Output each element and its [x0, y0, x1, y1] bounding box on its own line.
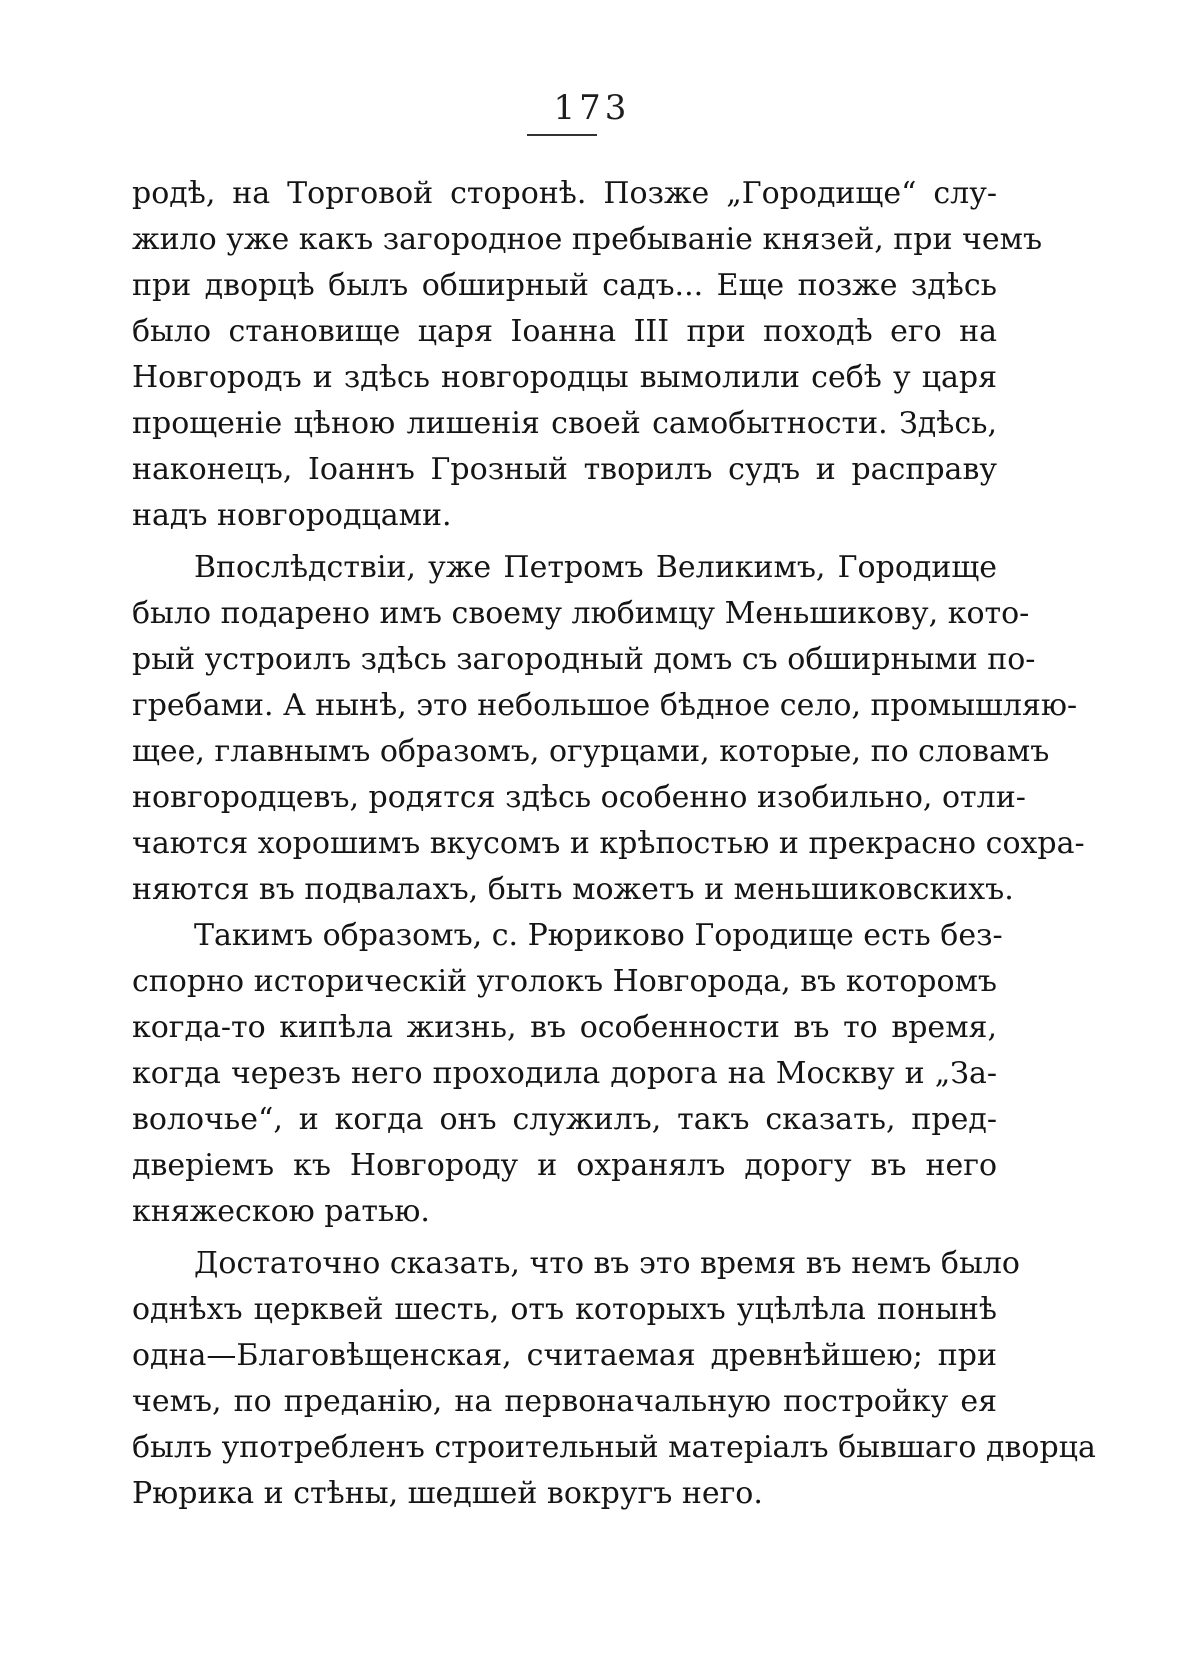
text-line: новгородцевъ, родятся здѣсь особенно изобильно, отли-	[132, 780, 1026, 815]
text-line: Такимъ образомъ, с. Рюриково Городище есть без-	[194, 918, 1003, 953]
text-line: было подарено имъ своему любимцу Меньшикову, кото-	[132, 596, 1030, 631]
text-line: родѣ, на Торговой сторонѣ. Позже „Городище“ слу-	[132, 176, 997, 211]
paragraph-3	[132, 913, 1003, 1235]
text-line: чаются хорошимъ вкусомъ и крѣпостью и прекрасно сохра-	[132, 826, 1085, 861]
text-line: чемъ, по преданію, на первоначальную постройку ея	[132, 1384, 997, 1419]
text-line: надъ новгородцами.	[132, 498, 452, 533]
text-line: одна—Благовѣщенская, считаемая древнѣйшею; при	[132, 1338, 997, 1373]
text-line: Достаточно сказать, что въ это время въ немъ было	[194, 1246, 1020, 1281]
text-line: однѣхъ церквей шесть, отъ которыхъ уцѣлѣла понынѣ	[132, 1292, 997, 1327]
page-number: 173	[553, 88, 631, 128]
text-line: при дворцѣ былъ обширный садъ... Еще позже здѣсь	[132, 268, 997, 303]
text-line: няются въ подвалахъ, быть можетъ и меньшиковскихъ.	[132, 872, 1014, 907]
text-line: когда черезъ него проходила дорога на Москву и „За-	[132, 1056, 997, 1091]
text-line: прощеніе цѣною лишенія своей самобытности. Здѣсь,	[132, 406, 997, 441]
paragraph-4	[132, 1241, 1096, 1517]
text-line: Рюрика и стѣны, шедшей вокругъ него.	[132, 1476, 763, 1511]
text-line: рый устроилъ здѣсь загородный домъ съ обширными по-	[132, 642, 1036, 677]
text-line: было становище царя Іоанна III при походѣ его на	[132, 314, 997, 349]
text-line: дверіемъ къ Новгороду и охранялъ дорогу въ него	[132, 1148, 997, 1183]
paragraph-2	[132, 545, 1085, 913]
text-line: жило уже какъ загородное пребываніе князей, при чемъ	[132, 222, 1043, 257]
text-line: спорно историческій уголокъ Новгорода, въ которомъ	[132, 964, 997, 999]
page-header	[0, 88, 1184, 128]
text-line: княжескою ратью.	[132, 1194, 430, 1229]
header-rule	[527, 134, 597, 136]
text-line: когда-то кипѣла жизнь, въ особенности въ то время,	[132, 1010, 997, 1045]
text-line: Новгородъ и здѣсь новгородцы вымолили себѣ у царя	[132, 360, 997, 395]
text-line: волочье“, и когда онъ служилъ, такъ сказать, пред-	[132, 1102, 997, 1137]
body-text	[132, 171, 1096, 1517]
text-line: наконецъ, Іоаннъ Грозный творилъ судъ и расправу	[132, 452, 997, 487]
text-line: щее, главнымъ образомъ, огурцами, которые, по словамъ	[132, 734, 1050, 769]
text-line: гребами. А нынѣ, это небольшое бѣдное село, промышляю-	[132, 688, 1078, 723]
text-line: былъ употребленъ строительный матеріалъ бывшаго дворца	[132, 1430, 1096, 1465]
paragraph-1	[132, 171, 1043, 539]
text-line: Впослѣдствіи, уже Петромъ Великимъ, Городище	[194, 550, 997, 585]
